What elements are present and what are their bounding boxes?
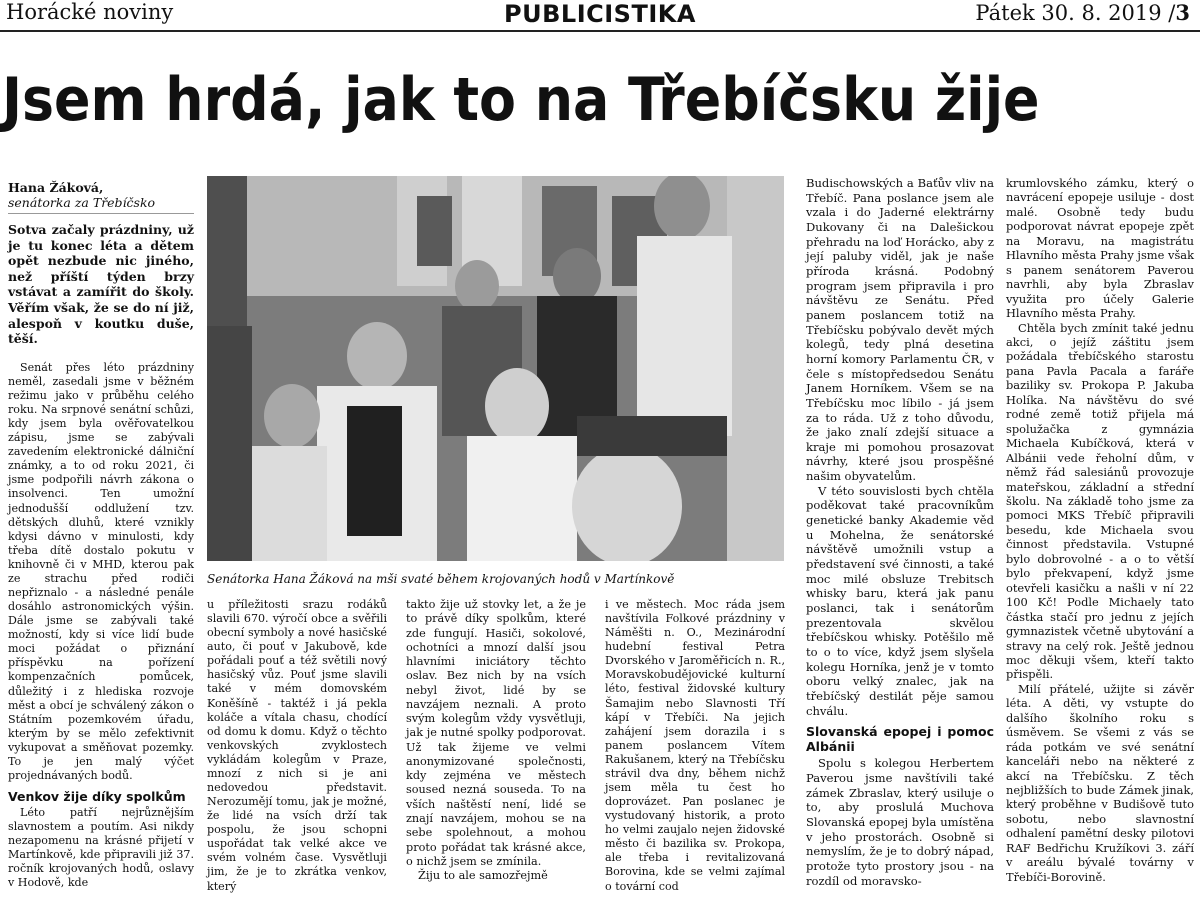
photo-caption: Senátorka Hana Žáková na mši svaté během krojovaných hodů v Martínkově (207, 572, 675, 586)
author-name: Hana Žáková, (8, 180, 104, 195)
col2-paragraph-1: u příležitosti srazu rodáků slavili 670. výročí obce a svěřili obecní symboly a nové hasičské auto, či pouť v Jakubově, kde pořádali pouť a též světili nový hasičský vůz. Pouť jsme slavili také v mém domovském Koněšíně - taktéž i já pekla koláče a vítala chasu, chodící od domu k domu. Když o těchto venkovských zvyklostech vykládám kolegům v Praze, mnozí z nich si je ani nedovedou představit. Nerozumějí tomu, jak je možné, že lidé na vsích drží tak pospolu, že jsou schopni uspořádat tak velké akce ve svém volném čase. Vysvětluji jim, že je to zkrátka venkov, který (207, 598, 387, 893)
column-4 (605, 598, 785, 894)
section-title: PUBLICISTIKA (504, 0, 696, 28)
col1-paragraph-2: Léto patří nejrůznějším slavnostem a poutím. Asi nikdy nezapomenu na krásné přijetí v Martínkově, kde připravili již 37. ročník krojovaných hodů, oslavy v Hodově, kde (8, 806, 194, 890)
column-2 (207, 598, 387, 894)
lead-paragraph: Sotva začaly prázdniny, už je tu konec léta a dětem opět nezbude nic jiného, než příští týden brzy vstávat a zamířit do školy. Věřím však, že se do ní již, alespoň v koutku duše, těší. (8, 222, 194, 347)
headline: Jsem hrdá, jak to na Třebíčsku žije (2, 65, 1040, 135)
col4-paragraph-1: i ve městech. Moc ráda jsem navštívila Folkové prázdniny v Náměšti n. O., Mezinárodní hudební festival Petra Dvorského v Jaroměřicích n. R., Moravskobudějovické kulturní léto, festival židovské kultury Šamajim nebo Slavnosti Tří kápí v Třebíči. Na jejich zahájení jsem dorazila i s panem poslancem Vítem Rakušanem, který na Třebíčsku strávil dva dny, během nichž jsem měla tu čest ho doprovázet. Pan poslanec je vystudovaný historik, a proto ho velmi zaujalo nejen židovské město či bazilika sv. Prokopa, ale třeba i revitalizovaná Borovina, kde se velmi zajímal o tovární cod (605, 598, 785, 893)
col5-paragraph-2: V této souvislosti bych chtěla poděkovat také pracovníkům genetické banky Akademie věd u Mohelna, že senátorské návštěvě umožnili vstup a představení své činnosti, a také moc milé obsluze Trebitsch whisky baru, která jak panu poslanci, tak i senátorům prezentovala skvělou třebíčskou whisky. Potěšilo mě to o to více, když jsem slyšela kolegu Horníka, jenž je v tomto oboru velký znalec, jak na třebíčský destilát pěje samou chválu. (806, 483, 994, 718)
paper-name: Horácké noviny (6, 0, 174, 24)
date-text: Pátek 30. 8. 2019 / (975, 1, 1176, 25)
byline (8, 180, 194, 210)
col3-paragraph-1: takto žije už stovky let, a že je to právě díky spolkům, které zde fungují. Hasiči, sokolové, ochotníci a mnozí další jsou hlavními iniciátory těchto oslav. Bez nich by na vsích nebyl život, lidé by se navzájem neznali. A proto svým kolegům vždy vysvětluji, jak je nutné spolky podporovat. Už tak žijeme ve velmi anonymizované společnosti, kdy zejména ve městech soused nezná souseda. To na vších naštěstí není, lidé se znají navzájem, mohou se na sebe spolehnout, a mohou proto pořádat tak krásné akce, o nichž jsem se zmínila. (406, 598, 586, 868)
col5-paragraph-1: Budischowských a Baťův vliv na Třebíč. Pana poslance jsem ale vzala i do Jaderné elektrárny Dukovany či na Dalešickou přehradu na loď Horácko, aby z její paluby viděl, jak je naše příroda krásná. Podobný program jsem připravila i pro návštěvu ze Senátu. Před panem poslancem totiž na Třebíčsku pobývalo devět mých kolegů, tedy plná desetina horní komory Parlamentu ČR, v čele s místopředsedou Senátu Janem Horníkem. Všem se na Třebíčsku moc líbilo - já jsem za to ráda. Už z toho důvodu, že jako znalí zdejší situace a kraje mi pomohou prosazovat návrhy, které jsou prospěšné našim obyvatelům. (806, 176, 994, 484)
subhead-venkov: Venkov žije díky spolkům (8, 789, 186, 805)
column-6 (1006, 176, 1194, 884)
issue-date (975, 0, 1190, 25)
col3-paragraph-2: Žiju to ale samozřejmě (418, 869, 548, 883)
col6-paragraph-2: Chtěla bych zmínit také jednu akci, o jejíž záštitu jsem požádala třebíčského starostu pana Pavla Pacala a faráře baziliky sv. Prokopa P. Jakuba Holíka. Na návštěvu do své rodné země totiž přijela má spolužačka z gymnázia Michaela Kubíčková, která v Albánii vede řeholní dům, v němž řád salesiánů provozuje mateřskou, základní a střední školu. Na základě toho jsme za pomoci MKS Třebíč připravili besedu, kde Michaela svou činnost představila. Vstupné bylo dobrovolné - a o to větší bylo překvapení, když jsme otevřeli kasičku a našli v ní 22 100 Kč! Podle Michaely tato částka stačí pro jednu z jejích gymnazistek včetně ubytování a stravy na celý rok. Ještě jednou moc děkuji všem, kteří takto přispěli. (1006, 320, 1194, 682)
col1-paragraph-1: Senát přes léto prázdniny neměl, zasedali jsme v běžném režimu jako v průběhu celého roku. Na srpnové senátní schůzi, kdy jsem byla ověřovatelkou zápisu, jsme se zabývali zavedením elektronické dálniční známky, a to od roku 2021, či jsme podpořili návrh zákona o insolvenci. Ten umožní jednodušší oddlužení tzv. dětských dluhů, které vznikly kdysi dávno v minulosti, kdy třeba dítě dostalo pokutu v knihovně či v MHD, kterou pak ze strachu před rodiči nepřiznalo - a následné penále dosáhlo astronomických výšin. Dále jsme se zabývali také možností, kdy si více lidí bude moci požádat o přiznání příspěvku na pořízení kompenzačních pomůcek, důležitý i z hlediska rozvoje měst a obcí je schválený zákon o Státním pozemkovém úřadu, kterým by se mělo zefektivnit vykupovat a směňovat pozemky. To je jen malý výčet projednávaných bodů. (8, 360, 194, 783)
column-5 (806, 176, 994, 888)
header-rule (0, 30, 1200, 32)
subhead-slovanska: Slovanská epopej i pomoc Albánii (806, 724, 994, 755)
photo-illustration (207, 176, 784, 561)
author-role: senátorka za Třebíčsko (8, 195, 156, 210)
church-photo (207, 176, 784, 561)
column-1 (8, 180, 194, 891)
col6-paragraph-3: Milí přátelé, užijte si závěr léta. A děti, vy vstupte do dalšího školního roku s úsměvem. Se všemi z vás se ráda potkám ve své senátní kanceláři nebo na některé z akcí na Třebíčsku. Z těch nejbližších to bude Zámek jinak, který proběhne v Budišově tuto sobotu, nebo slavnostní odhalení pamětní desky pilotovi RAF Bedřichu Kružíkovi 3. září v areálu bývalé továrny v Třebíči-Borovině. (1006, 681, 1194, 884)
col6-paragraph-1: krumlovského zámku, který o navrácení epopeje usiluje - dost malé. Osobně tedy budu podporovat návrat epopeje zpět na Moravu, na magistrátu Hlavního města Prahy jsme však s panem senátorem Paverou navrhli, aby byla Zbraslav využita pro účely Galerie Hlavního města Prahy. (1006, 176, 1194, 321)
byline-rule (8, 213, 194, 214)
col5-paragraph-3: Spolu s kolegou Herbertem Paverou jsme navštívili také zámek Zbraslav, který usiluje o to, aby proslulá Muchova Slovanská epopej byla umístěna v jeho prostorách. Osobně si nemyslím, že je to dobrý nápad, protože tyto prostory jsou - na rozdíl od moravsko- (806, 756, 994, 888)
page-number: 3 (1175, 0, 1190, 25)
column-3 (406, 598, 586, 883)
